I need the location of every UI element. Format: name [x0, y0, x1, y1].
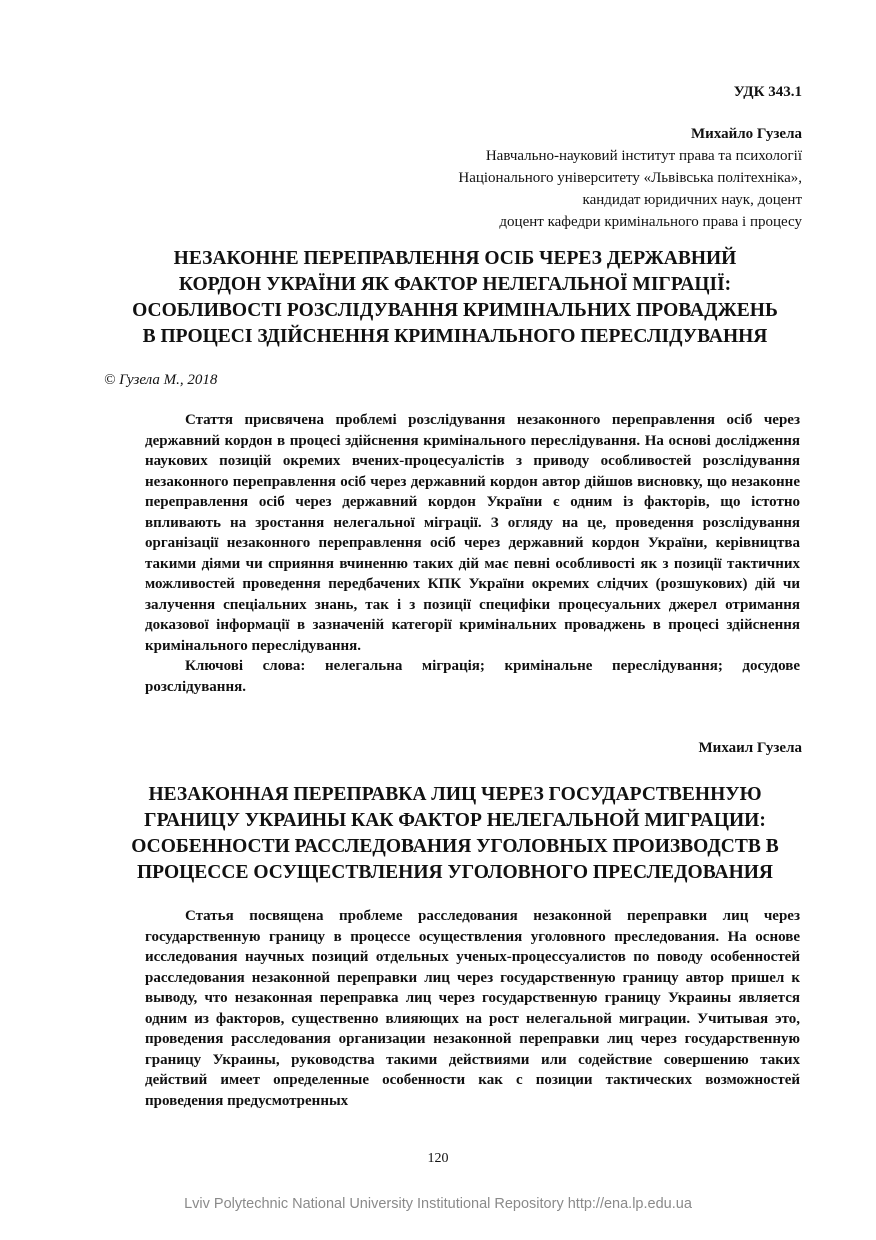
page-number: 120 — [427, 1151, 449, 1166]
author-name-uk: Михайло Гузела — [691, 126, 802, 142]
affiliation-line: доцент кафедри кримінального права і процесу — [499, 214, 802, 230]
abstract-uk — [145, 410, 800, 697]
title-line: НЕЗАКОННЕ ПЕРЕПРАВЛЕННЯ ОСІБ ЧЕРЕЗ ДЕРЖАВНИЙ — [173, 248, 737, 269]
abstract-ru — [145, 906, 800, 1111]
author-block-uk — [362, 123, 802, 233]
article-title-ru — [110, 782, 800, 886]
repository-footer: Lviv Polytechnic National University Institutional Repository http://ena.lp.edu.ua — [184, 1196, 692, 1212]
affiliation-line: кандидат юридичних наук, доцент — [582, 192, 802, 208]
title-line: ОСОБЛИВОСТІ РОЗСЛІДУВАННЯ КРИМІНАЛЬНИХ ПРОВАДЖЕНЬ — [132, 300, 778, 321]
abstract-text-ru: Статья посвящена проблеме расследования незаконной переправки лиц через государственную границу в процессе осуществления уголовного преследования. На основе исследования научных позиций отдельных ученых-процессуалистов по поводу особенностей расследования незаконной переправки лиц через государственную границу автор пришел к выводу, что незаконная переправка лиц через государственную границу Украины является одним из факторов, существенно влияющих на рост нелегальной миграции. Учитывая это, проведения расследования организации незаконной переправки лиц через государственную границу Украины, руководства такими действиями или содействие совершению таких действий имеет определенные особенности как с позиции тактических возможностей проведения предусмотренных — [145, 908, 800, 1109]
affiliation-line: Навчально-науковий інститут права та психології — [485, 148, 802, 164]
title-line: КОРДОН УКРАЇНИ ЯК ФАКТОР НЕЛЕГАЛЬНОЇ МІГРАЦІЇ: — [178, 274, 732, 295]
title-line: ГРАНИЦУ УКРАИНЫ КАК ФАКТОР НЕЛЕГАЛЬНОЙ МИГРАЦИИ: — [144, 810, 766, 831]
title-line: В ПРОЦЕСІ ЗДІЙСНЕННЯ КРИМІНАЛЬНОГО ПЕРЕСЛІДУВАННЯ — [142, 326, 768, 347]
copyright-notice: © Гузела М., 2018 — [104, 372, 218, 388]
abstract-text-uk: Стаття присвячена проблемі розслідування незаконного переправлення осіб через державний кордон в процесі здійснення кримінального переслідування. На основі дослідження наукових позицій окремих вчених-процесуалістів з приводу особливостей розслідування незаконного переправлення осіб через державний кордон автор дійшов висновку, що незаконне переправлення осіб через державний кордон України є одним із факторів, що істотно впливають на зростання нелегальної міграції. З огляду на це, проведення розслідування організації незаконного переправлення осіб через державний кордон України, керівництва такими діями чи сприяння вчиненню таких дій має певні особливості як з позиції тактичних можливостей проведення передбачених КПК України окремих слідчих (розшукових) дій чи залучення спеціальних знань, так і з позиції специфіки процесуальних джерел отримання доказової інформації в зазначеній категорії кримінальних проваджень в процесі здійснення кримінального переслідування. — [145, 412, 800, 654]
title-line: ПРОЦЕССЕ ОСУЩЕСТВЛЕНИЯ УГОЛОВНОГО ПРЕСЛЕДОВАНИЯ — [136, 862, 773, 883]
udk-code: УДК 343.1 — [733, 84, 802, 100]
affiliation-line: Національного університету «Львівська політехніка», — [458, 170, 802, 186]
author-name-ru: Михаил Гузела — [698, 740, 802, 756]
title-line: НЕЗАКОННАЯ ПЕРЕПРАВКА ЛИЦ ЧЕРЕЗ ГОСУДАРСТВЕННУЮ — [148, 784, 762, 805]
title-line: ОСОБЕННОСТИ РАССЛЕДОВАНИЯ УГОЛОВНЫХ ПРОИЗВОДСТВ В — [131, 836, 779, 857]
keywords-uk: Ключові слова: нелегальна міграція; кримінальне переслідування; досудове розслідування. — [145, 658, 800, 695]
article-title-uk — [110, 246, 800, 350]
